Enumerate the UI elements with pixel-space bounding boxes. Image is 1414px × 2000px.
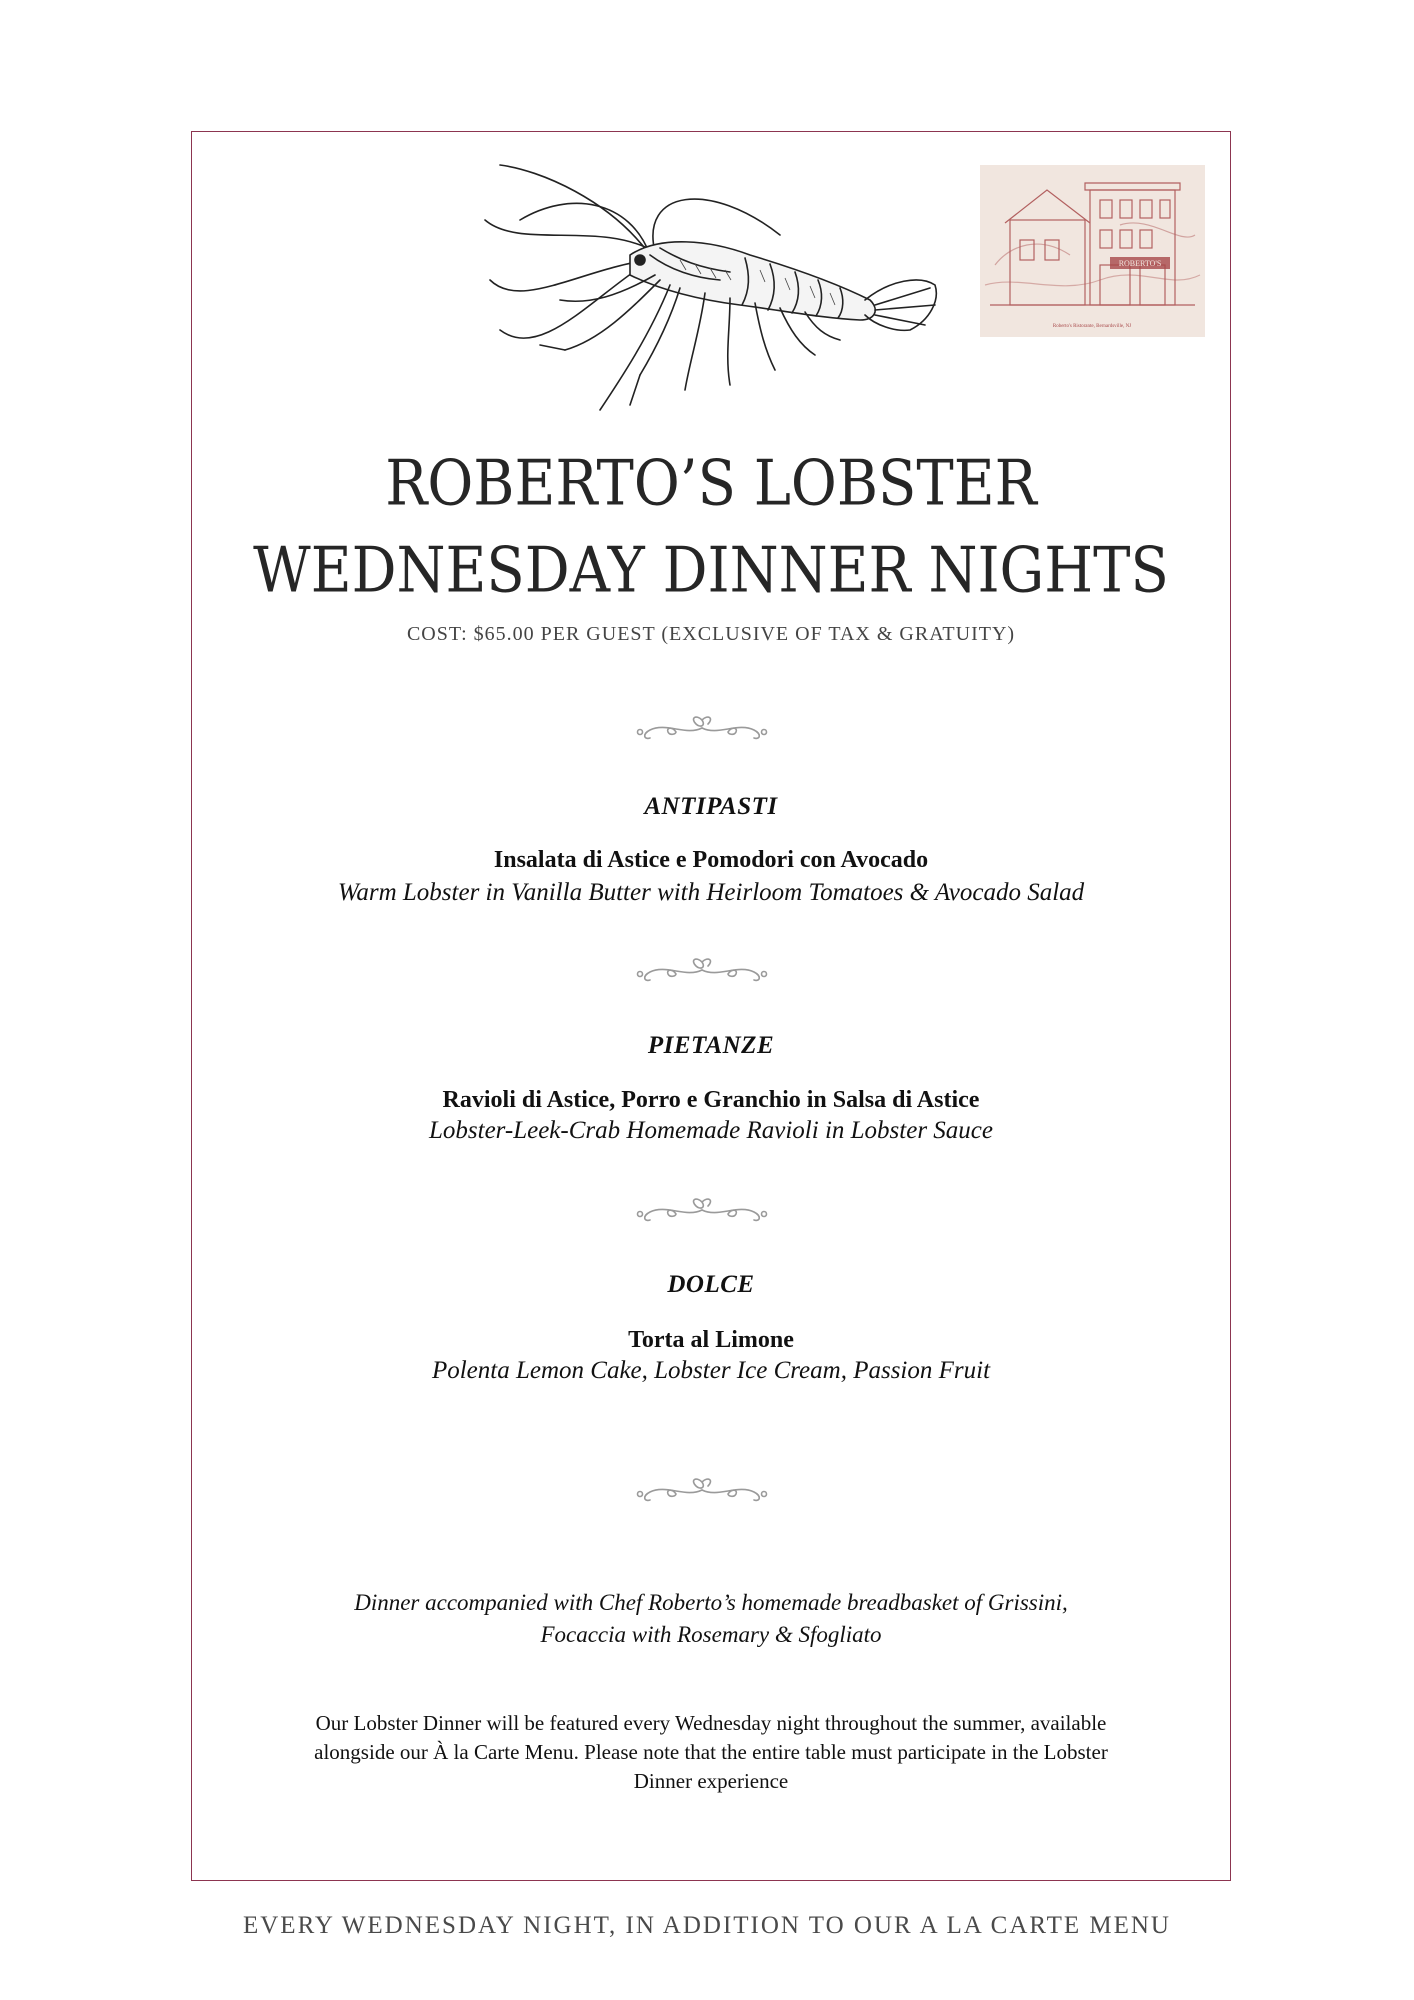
menu-title-line2: WEDNESDAY DINNER NIGHTS	[253, 534, 1169, 608]
menu-cost: COST: $65.00 PER GUEST (EXCLUSIVE OF TAX & GRATUITY)	[406, 623, 1016, 645]
fine-print-line1: Our Lobster Dinner will be featured every Wednesday night throughout the summer, available	[315, 1711, 1107, 1735]
lobster-illustration	[480, 160, 950, 420]
flourish-ornament	[636, 1194, 768, 1224]
menu-title-line1: ROBERTO’S LOBSTER	[385, 447, 1037, 521]
fine-print-line2: alongside our À la Carte Menu. Please note that the entire table must participate in the Lobster	[314, 1740, 1108, 1764]
bread-note-line1: Dinner accompanied with Chef Roberto’s homemade breadbasket of Grissini,	[354, 1590, 1068, 1615]
dish-description-dolce: Polenta Lemon Cake, Lobster Ice Cream, Passion Fruit	[431, 1357, 991, 1384]
dish-name-dolce: Torta al Limone	[628, 1327, 794, 1353]
sketch-caption: Roberto's Ristorante, Bernardsville, NJ	[1052, 324, 1132, 329]
restaurant-sign-text: ROBERTO'S	[1118, 259, 1162, 268]
dish-name-pietanze: Ravioli di Astice, Porro e Granchio in Salsa di Astice	[442, 1087, 980, 1113]
footer-tagline: EVERY WEDNESDAY NIGHT, IN ADDITION TO OUR A LA CARTE MENU	[242, 1912, 1171, 1939]
section-heading-pietanze: PIETANZE	[647, 1032, 775, 1059]
bread-note-line2: Focaccia with Rosemary & Sfogliato	[540, 1622, 882, 1647]
restaurant-sketch	[980, 165, 1205, 337]
fine-print-line3: Dinner experience	[633, 1769, 789, 1793]
section-heading-antipasti: ANTIPASTI	[644, 793, 778, 820]
flourish-ornament	[636, 712, 768, 742]
dish-name-antipasti: Insalata di Astice e Pomodori con Avocado	[493, 847, 929, 873]
restaurant-sketch-drawing	[980, 165, 1205, 337]
dish-description-pietanze: Lobster-Leek-Crab Homemade Ravioli in Lobster Sauce	[428, 1117, 993, 1144]
section-heading-dolce: DOLCE	[667, 1271, 755, 1298]
dish-description-antipasti: Warm Lobster in Vanilla Butter with Heirloom Tomatoes & Avocado Salad	[337, 879, 1085, 906]
flourish-ornament	[636, 1474, 768, 1504]
flourish-ornament	[636, 954, 768, 984]
